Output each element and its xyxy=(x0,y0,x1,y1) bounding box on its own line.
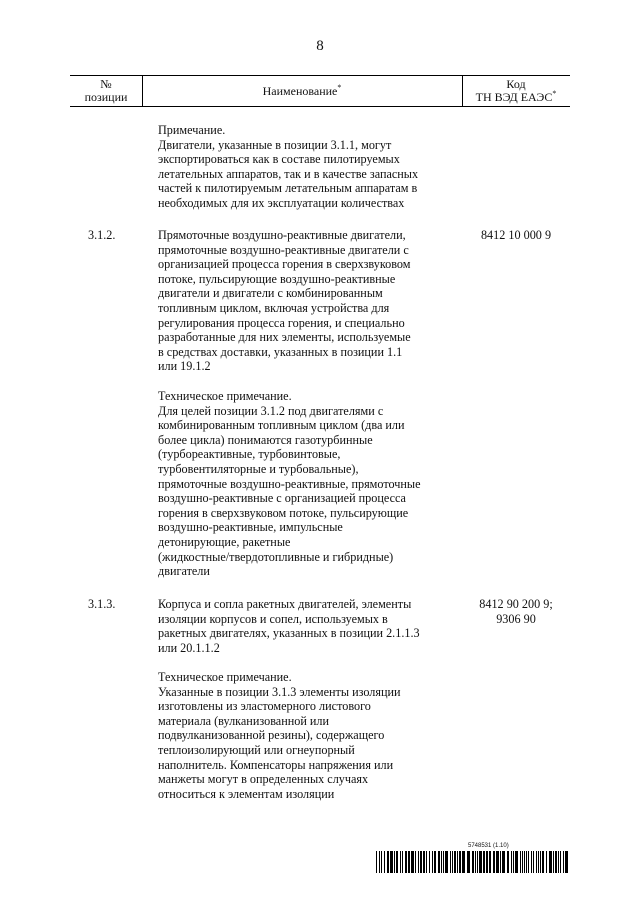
code-3-1-3 xyxy=(462,597,570,626)
header-code-footnote-mark: * xyxy=(552,89,557,98)
item-3-1-2-technical-note xyxy=(158,389,448,579)
text-line: (турбореактивные, турбовинтовые, xyxy=(158,447,341,462)
text-line: экспортироваться как в составе пилотируемых xyxy=(158,152,400,167)
text-line: или 20.1.1.2 xyxy=(158,640,220,655)
text-line: турбовентиляторные и турбовальные), xyxy=(158,461,359,476)
item-3-1-3-technical-note xyxy=(158,670,448,801)
code-line: 9306 90 xyxy=(496,611,536,626)
code-line: 8412 90 200 9; xyxy=(479,597,553,611)
page-number: 8 xyxy=(316,38,324,54)
text-line: Двигатели, указанные в позиции 3.1.1, могут xyxy=(158,137,392,152)
text-line: комбинированным топливным циклом (два или xyxy=(158,418,405,433)
text-line: двигатели xyxy=(158,564,210,579)
header-name-footnote-mark: * xyxy=(337,82,342,92)
text-line: детонирующие, ракетные xyxy=(158,534,291,549)
text-line: воздушно-реактивные, импульсные xyxy=(158,520,343,535)
text-line: разработанные для них элементы, используемые xyxy=(158,330,411,345)
text-line: Техническое примечание. xyxy=(158,389,292,403)
text-line: ракетных двигателях, указанных в позиции 2.1.1.3 xyxy=(158,626,420,641)
table-header xyxy=(70,75,570,107)
text-line: прямоточные воздушно-реактивные, прямоточные xyxy=(158,476,421,491)
barcode-label: 5748531 (1.10) xyxy=(468,843,509,849)
text-line: теплоизолирующий или огнеупорный xyxy=(158,742,355,757)
text-line: горения в сверхзвуковом потоке, пульсирующие xyxy=(158,505,409,520)
text-line: воздушно-реактивные с организацией процесса xyxy=(158,491,406,506)
text-line: Указанные в позиции 3.1.3 элементы изоляции xyxy=(158,684,401,699)
text-line: более цикла) понимаются газотурбинные xyxy=(158,432,373,447)
text-line: Корпуса и сопла ракетных двигателей, элементы xyxy=(158,597,412,611)
header-num-line1: № xyxy=(100,77,112,91)
text-line: изоляции корпусов и сопел, используемых в xyxy=(158,611,388,626)
header-code-line1: Код xyxy=(506,77,526,91)
text-line: летательных аппаратов, так и в качестве запасных xyxy=(158,166,419,181)
text-line: двигатели и двигатели с комбинированным xyxy=(158,286,383,301)
code-3-1-2: 8412 10 000 9 xyxy=(480,228,552,242)
position-number-3-1-3: 3.1.3. xyxy=(88,597,116,611)
text-line: потоке, пульсирующие воздушно-реактивные xyxy=(158,271,396,286)
note-3-1-1 xyxy=(158,123,448,211)
text-line: необходимых для их эксплуатации количествах xyxy=(158,195,405,210)
text-line: Примечание. xyxy=(158,123,226,137)
text-line: регулирования процесса горения, и специально xyxy=(158,315,405,330)
header-num-line2: позиции xyxy=(84,90,128,104)
text-line: частей к пилотируемым летательным аппаратам в xyxy=(158,181,418,196)
text-line: манжеты могут в определенных случаях xyxy=(158,772,369,787)
item-3-1-3-description xyxy=(158,597,448,655)
text-line: в средствах доставки, указанных в позиции 1.1 xyxy=(158,344,403,359)
text-line: относиться к элементам изоляции xyxy=(158,786,335,801)
text-line: прямоточные воздушно-реактивные двигатели с xyxy=(158,242,409,257)
text-line: Прямоточные воздушно-реактивные двигатели, xyxy=(158,228,406,242)
position-number-3-1-2: 3.1.2. xyxy=(88,228,116,242)
text-line: топливным циклом, включая устройства для xyxy=(158,300,390,315)
text-line: Техническое примечание. xyxy=(158,670,292,684)
barcode-image xyxy=(376,851,568,873)
header-position-number xyxy=(70,76,143,106)
text-line: материала (вулканизованной или xyxy=(158,713,330,728)
text-line: или 19.1.2 xyxy=(158,359,211,374)
text-line: организацией процесса горения в сверхзвуковом xyxy=(158,257,411,272)
header-name-label: Наименование xyxy=(262,83,338,98)
text-line: наполнитель. Компенсаторы напряжения или xyxy=(158,757,394,772)
header-name xyxy=(142,76,463,106)
text-line: Для целей позиции 3.1.2 под двигателями с xyxy=(158,403,384,418)
item-3-1-2-description xyxy=(158,228,448,374)
text-line: изготовлены из эластомерного листового xyxy=(158,699,371,714)
header-code xyxy=(462,76,570,106)
header-code-line2: ТН ВЭД ЕАЭС xyxy=(475,90,553,104)
text-line: (жидкостные/твердотопливные и гибридные) xyxy=(158,549,394,564)
text-line: подвулканизованной резины), содержащего xyxy=(158,728,385,743)
